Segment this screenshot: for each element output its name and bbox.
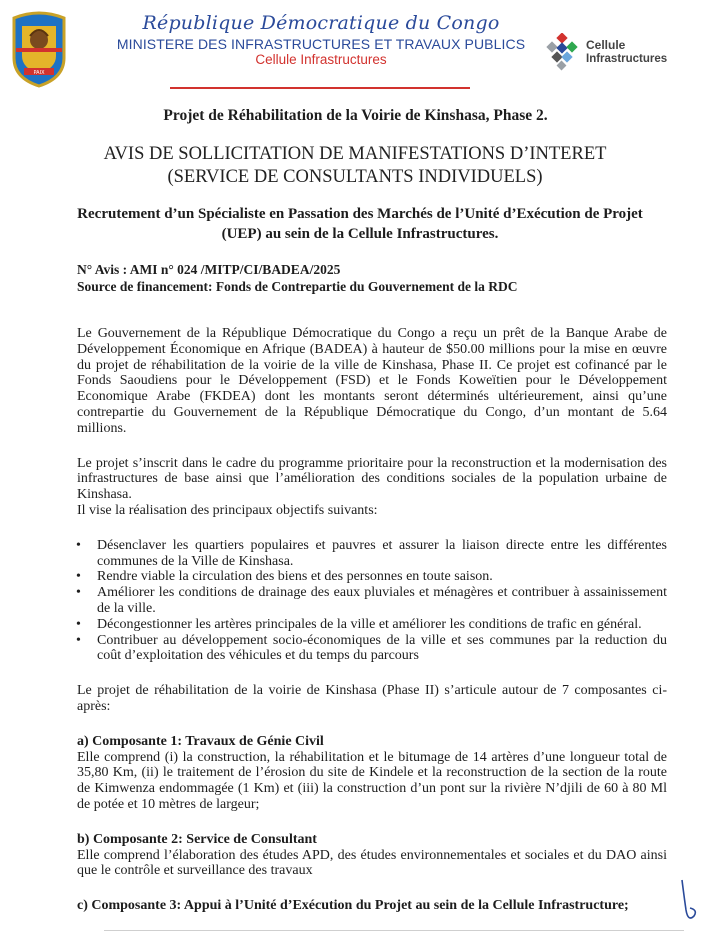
paragraph-components-intro: Le projet de réhabilitation de la voirie de Kinshasa (Phase II) s’articule autour de 7 composantes ci-après:: [77, 683, 667, 714]
logo-text: [586, 38, 667, 66]
cell-name: Cellule Infrastructures: [255, 52, 387, 67]
component-3-heading: c) Composante 3: Appui à l’Unité d’Exécution du Projet au sein de la Cellule Infrastructure;: [77, 898, 629, 914]
objectives-list: [77, 538, 667, 664]
country-name: République Démocratique du Congo: [142, 12, 500, 34]
list-item: • Améliorer les conditions de drainage des eaux pluviales et ménagères et contribuer à assainissement de la ville.: [77, 585, 667, 617]
list-item: • Désenclaver les quartiers populaires et pauvres et assurer la liaison directe entre les différentes communes de la Ville de Kinshasa.: [77, 538, 667, 570]
notice-title-line-1: AVIS DE SOLLICITATION DE MANIFESTATIONS D’INTERET: [103, 144, 607, 164]
notice-reference: [77, 261, 517, 295]
paragraph-intro: Le Gouvernement de la République Démocratique du Congo a reçu un prêt de la Banque Arabe de Développement Économique en Afrique (BADEA) à hauteur de $50.00 millions pour la mise en œuvre du projet de réhabilitation de la voirie de la ville de Kinshasa, Phase II. Ce projet est cofinancé par le Fonds Saoudiens pour le Développement (FSD) et le Fonds Koweïtien pour le Développement Economique Arabe (FKDEA) dont les montants seront déterminés ultérieurement, ainsi qu’une contrepartie du Gouvernement de la République Démocratique du Congo, d’un montant de 5.64 millions.: [77, 326, 667, 436]
component-2-text: Elle comprend l’élaboration des études APD, des études environnementales et sociales et du DAO ainsi que le contrôle et surveillance des travaux: [77, 847, 667, 879]
paragraph-objectives-intro: Il vise la réalisation des principaux objectifs suivants:: [77, 502, 378, 518]
component-1-heading: a) Composante 1: Travaux de Génie Civil: [77, 733, 324, 749]
document-body: [77, 326, 667, 914]
paragraph-context: Le projet s’inscrit dans le cadre du programme prioritaire pour la reconstruction et la modernisation des infrastructures de base ainsi que l’amélioration des conditions sociales de la population urbaine de Kinshasa.: [77, 455, 667, 503]
header-rule: [170, 87, 470, 89]
component-2-heading: b) Composante 2: Service de Consultant: [77, 831, 317, 847]
list-item: • Contribuer au développement socio-économiques de la ville et ses communes par la reduction du coût d’exploitation des véhicules et du temps du parcours: [77, 633, 667, 665]
ministry-name: MINISTERE DES INFRASTRUCTURES ET TRAVAUX PUBLICS: [116, 36, 526, 52]
cellule-logo: [543, 33, 683, 73]
notice-title: [60, 143, 650, 189]
header-center: [96, 12, 546, 67]
logo-line-2: Infrastructures: [586, 53, 668, 65]
notice-title-line-2: (SERVICE DE CONSULTANTS INDIVIDUELS): [167, 167, 543, 187]
logo-line-1: Cellule: [586, 38, 626, 52]
svg-text:PAIX: PAIX: [33, 70, 45, 76]
funding-source: Source de financement: Fonds de Contrepartie du Gouvernement de la RDC: [77, 279, 518, 294]
notice-number: N° Avis : AMI n° 024 /MITP/CI/BADEA/2025: [77, 262, 341, 277]
footer-rule: [104, 930, 684, 931]
recruitment-title: Recrutement d’un Spécialiste en Passation des Marchés de l’Unité d’Exécution de Projet (UEP) au sein de la Cellule Infrastructures.: [77, 206, 643, 242]
list-item: • Rendre viable la circulation des biens et des personnes en toute saison.: [77, 569, 667, 585]
list-item: • Décongestionner les artères principales de la ville et améliorer les conditions de trafic en général.: [77, 617, 667, 633]
coat-of-arms-icon: [6, 6, 72, 88]
cellule-logo-icon: [543, 33, 581, 71]
project-title: Projet de Réhabilitation de la Voirie de Kinshasa, Phase 2.: [163, 107, 548, 124]
component-1-text: Elle comprend (i) la construction, la réhabilitation et le bitumage de 14 artères d’une longueur total de 35,80 Km, (ii) le traitement de l’érosion du site de Kindele et la reconstruction de la section de la route de Kimwenza endommagée (1 Km) et (iii) la construction d’un pont sur la rivière N’djili de 60 à 80 Ml de potée et 10 mètres de largeur;: [77, 749, 667, 812]
handwritten-mark-icon: [676, 876, 700, 926]
